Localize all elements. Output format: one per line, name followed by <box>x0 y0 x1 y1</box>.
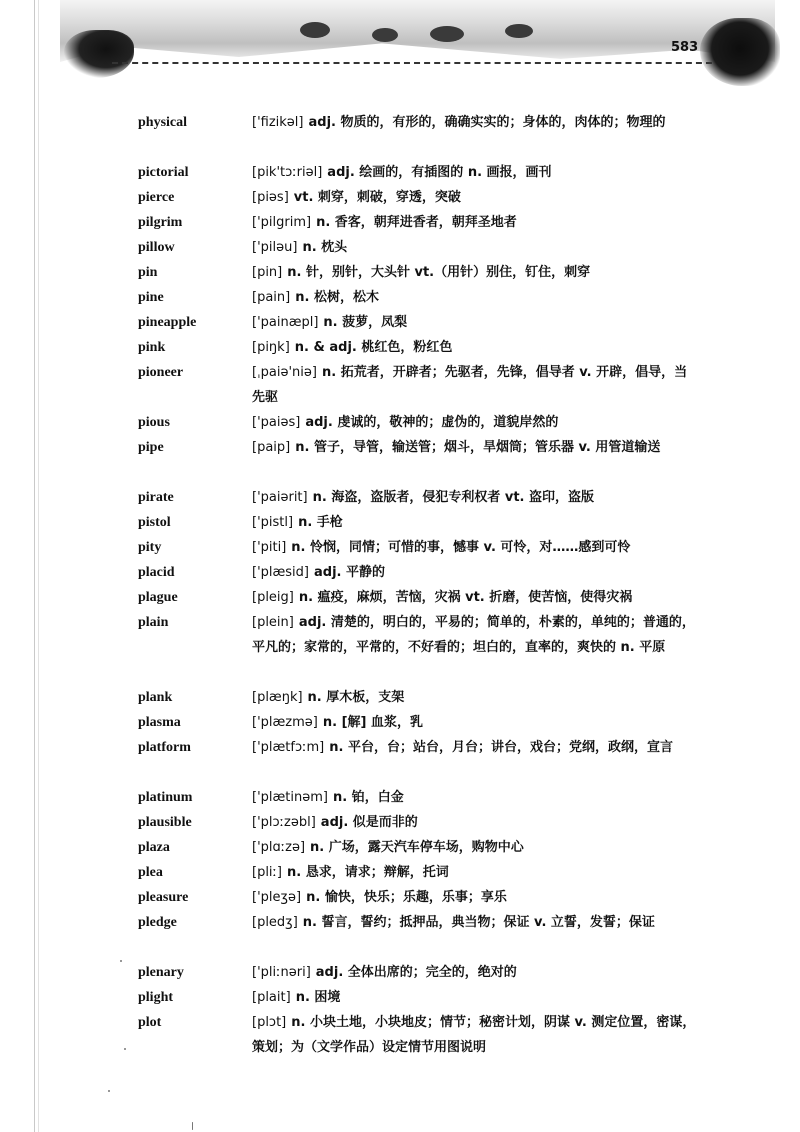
entry-definition <box>252 285 700 310</box>
entry-phonetic: [pin] <box>252 265 283 280</box>
entry-headword: physical <box>138 115 188 130</box>
entry-meaning: n. 手枪 <box>298 515 343 530</box>
entry-definition <box>252 710 700 735</box>
entry-meaning: adj. 清楚的，明白的，平易的；简单的，朴素的，单纯的；普通的，平凡的；家常的，平常的，不好看的；坦白的，直率的，爽快的 n. 平原 <box>252 615 695 655</box>
entry-headword: pilgrim <box>138 215 183 230</box>
entry-meaning: n. 松树，松木 <box>295 290 379 305</box>
entry-headword: pillow <box>138 240 175 255</box>
entry-headword: plasma <box>138 715 181 730</box>
entry-phonetic: [pain] <box>252 290 291 305</box>
entry-phonetic: ['pliːnəri] <box>252 965 311 980</box>
entry-definition <box>252 585 700 610</box>
entry-meaning: n. 恳求，请求；辩解，托词 <box>287 865 449 880</box>
entry-meaning: adj. 绘画的，有插图的 n. 画报，画刊 <box>327 165 552 180</box>
entry-headword: plenary <box>138 965 184 980</box>
entry-phonetic: ['pleʒə] <box>252 890 302 905</box>
entry-phonetic: [pledʒ] <box>252 915 298 930</box>
entry-definition <box>252 1010 700 1060</box>
entry-definition <box>252 985 700 1010</box>
entry-phonetic: ['paiərit] <box>252 490 308 505</box>
entry-definition <box>252 435 700 460</box>
entry-headword: placid <box>138 565 175 580</box>
entry-headword: plank <box>138 690 173 705</box>
entry-phonetic: ['paiəs] <box>252 415 301 430</box>
scan-speck <box>108 1090 110 1092</box>
entry-headword: plight <box>138 990 174 1005</box>
entry-definition <box>252 685 700 710</box>
entry-definition <box>252 910 700 935</box>
entry-phonetic: [ˌpaiə'niə] <box>252 365 317 380</box>
entry-phonetic: [plɔt] <box>252 1015 287 1030</box>
entry-meaning: n. 困境 <box>295 990 341 1005</box>
entry-meaning: n. 愉快，快乐；乐趣，乐事；享乐 <box>306 890 507 905</box>
entry-meaning: n. 管子，导管，输送管；烟斗，旱烟筒；管乐器 v. 用管道输送 <box>295 440 661 455</box>
entry-headword: pictorial <box>138 165 189 180</box>
entry-meaning: n. 海盗，盗版者，侵犯专利权者 vt. 盗印，盗版 <box>312 490 595 505</box>
entry-phonetic: [pliː] <box>252 865 282 880</box>
entry-phonetic: ['plætfɔːm] <box>252 740 325 755</box>
entry-headword: platinum <box>138 790 193 805</box>
entry-meaning: adj. 似是而非的 <box>320 815 418 830</box>
entry-headword: plaza <box>138 840 170 855</box>
entry-definition <box>252 860 700 885</box>
page-number: 583 <box>671 40 699 55</box>
entry-headword: pine <box>138 290 164 305</box>
entry-phonetic: [paip] <box>252 440 291 455</box>
entry-meaning: adj. 平静的 <box>313 565 385 580</box>
entry-definition <box>252 410 700 435</box>
entry-definition <box>252 260 700 285</box>
entry-phonetic: ['piləu] <box>252 240 298 255</box>
scan-speck <box>192 1122 193 1130</box>
entry-definition <box>252 735 700 760</box>
entry-definition <box>252 110 700 135</box>
entry-meaning: n. 小块土地，小块地皮；情节；秘密计划，阴谋 v. 测定位置，密谋，策划；为（文学作品）设定情节用图说明 <box>252 1015 696 1055</box>
entry-definition <box>252 310 700 335</box>
entry-definition <box>252 810 700 835</box>
entry-meaning: n. 瘟疫，麻烦，苦恼，灾祸 vt. 折磨，使苦恼，使得灾祸 <box>298 590 633 605</box>
entry-meaning: n. 香客，朝拜进香者，朝拜圣地者 <box>316 215 517 230</box>
entry-meaning: vt. 刺穿，刺破，穿透，突破 <box>293 190 461 205</box>
entry-definition <box>252 160 700 185</box>
entry-meaning: adj. 全体出席的；完全的，绝对的 <box>315 965 517 980</box>
entry-phonetic: ['pistl] <box>252 515 294 530</box>
entry-phonetic: ['piti] <box>252 540 287 555</box>
entry-phonetic: ['painæpl] <box>252 315 319 330</box>
entry-phonetic: ['plætinəm] <box>252 790 328 805</box>
entry-definition <box>252 485 700 510</box>
entry-phonetic: [plæŋk] <box>252 690 303 705</box>
entry-headword: platform <box>138 740 191 755</box>
entry-meaning: n. 菠萝，凤梨 <box>323 315 408 330</box>
entry-phonetic: [pik'tɔːriəl] <box>252 165 323 180</box>
entry-meaning: n. 针，别针，大头针 vt.（用针）别住，钉住，刺穿 <box>287 265 591 280</box>
entry-headword: pin <box>138 265 158 280</box>
entry-phonetic: [plein] <box>252 615 294 630</box>
entry-phonetic: ['plæsid] <box>252 565 309 580</box>
entry-headword: pleasure <box>138 890 189 905</box>
entry-definition <box>252 960 700 985</box>
entry-meaning: adj. 物质的，有形的，确确实实的；身体的，肉体的；物理的 <box>308 115 666 130</box>
entry-definition <box>252 510 700 535</box>
scan-speck <box>124 1048 126 1050</box>
entry-definition <box>252 235 700 260</box>
entry-definition <box>252 610 700 660</box>
entry-headword: pink <box>138 340 166 355</box>
entry-headword: plot <box>138 1015 162 1030</box>
entry-headword: pineapple <box>138 315 197 330</box>
entry-headword: pirate <box>138 490 174 505</box>
entry-headword: pity <box>138 540 162 555</box>
entry-definition <box>252 185 700 210</box>
entry-headword: pledge <box>138 915 177 930</box>
entry-meaning: n. 铂，白金 <box>332 790 404 805</box>
entry-headword: pistol <box>138 515 171 530</box>
entry-headword: pioneer <box>138 365 184 380</box>
entry-meaning: n. [解] 血浆，乳 <box>322 715 423 730</box>
entry-meaning: n. 怜悯，同情；可惜的事，憾事 v. 可怜，对……感到可怜 <box>291 540 631 555</box>
entry-meaning: n. & adj. 桃红色，粉红色 <box>294 340 453 355</box>
entry-meaning: n. 广场，露天汽车停车场，购物中心 <box>310 840 524 855</box>
entry-phonetic: ['plæzmə] <box>252 715 318 730</box>
entry-meaning: n. 誓言，誓约；抵押品，典当物；保证 v. 立誓，发誓；保证 <box>302 915 655 930</box>
entry-definition <box>252 535 700 560</box>
entry-phonetic: ['plɑːzə] <box>252 840 306 855</box>
entry-phonetic: [piŋk] <box>252 340 290 355</box>
entry-headword: plain <box>138 615 169 630</box>
entry-headword: plausible <box>138 815 192 830</box>
entry-phonetic: [piəs] <box>252 190 289 205</box>
entry-meaning: n. 厚木板，支架 <box>307 690 405 705</box>
entry-definition <box>252 885 700 910</box>
entry-headword: plea <box>138 865 163 880</box>
entry-headword: pipe <box>138 440 164 455</box>
entry-meaning: n. 拓荒者，开辟者；先驱者，先锋，倡导者 v. 开辟，倡导，当先驱 <box>252 365 688 405</box>
scan-speck <box>120 960 122 962</box>
entry-phonetic: ['fizikəl] <box>252 115 304 130</box>
entry-headword: pious <box>138 415 170 430</box>
entry-definition <box>252 335 700 360</box>
entry-phonetic: [pleig] <box>252 590 294 605</box>
entry-meaning: n. 平台，台；站台，月台；讲台，戏台；党纲，政纲，宣言 <box>329 740 673 755</box>
entry-meaning: n. 枕头 <box>302 240 348 255</box>
entry-phonetic: ['pilgrim] <box>252 215 312 230</box>
entry-phonetic: [plait] <box>252 990 291 1005</box>
entry-headword: pierce <box>138 190 175 205</box>
entry-phonetic: ['plɔːzəbl] <box>252 815 316 830</box>
entry-definition <box>252 210 700 235</box>
entry-headword: plague <box>138 590 178 605</box>
entry-definition <box>252 785 700 810</box>
entry-definition <box>252 560 700 585</box>
entry-meaning: adj. 虔诚的，敬神的；虚伪的，道貌岸然的 <box>305 415 559 430</box>
entry-definition <box>252 835 700 860</box>
entry-definition <box>252 360 700 410</box>
